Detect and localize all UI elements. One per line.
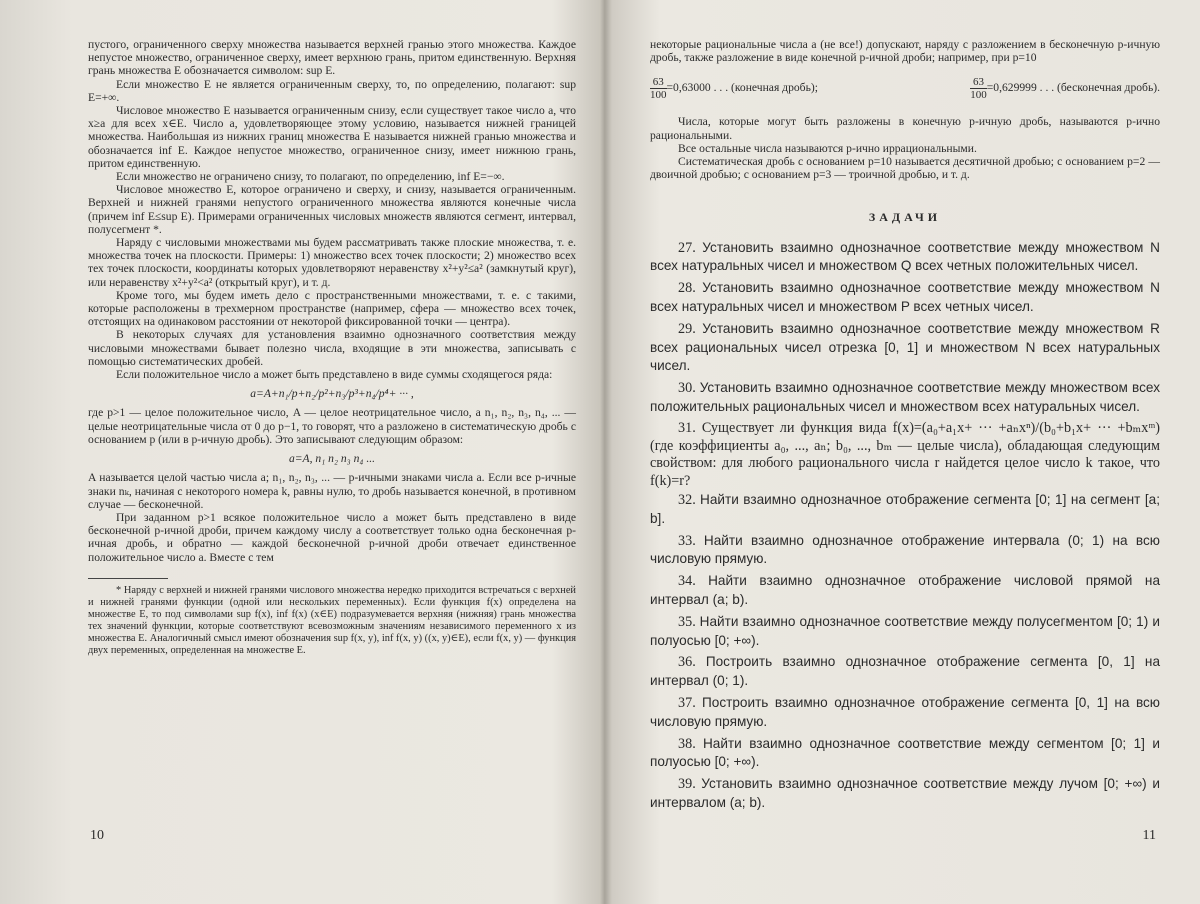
page-number: 10 bbox=[90, 828, 104, 843]
paragraph: Если множество не ограничено снизу, то полагают, по определению, inf E=−∞. bbox=[116, 170, 505, 184]
task-item bbox=[650, 735, 1160, 773]
task-text: Построить взаимно однозначное отображение сегмента [0, 1] на интервал (0; 1). bbox=[650, 654, 1160, 689]
task-item bbox=[650, 239, 1160, 277]
fraction bbox=[650, 76, 667, 101]
task-text: Построить взаимно однозначное отображение сегмента [0, 1] на всю числовую прямую. bbox=[650, 694, 1161, 729]
task-number: 27. bbox=[678, 239, 696, 256]
right-page bbox=[604, 0, 1200, 904]
footnote-divider bbox=[88, 578, 168, 579]
task-item bbox=[650, 420, 1160, 491]
task-text: Найти взаимно однозначное отображение сегмента [0; 1] на сегмент [a; b]. bbox=[650, 491, 1160, 526]
task-item bbox=[650, 279, 1160, 317]
paragraph: Наряду с числовыми множествами мы будем рассматривать также плоские множества, т. е. множества точек на плоскости. Примеры: 1) множество всех точек плоскости; 2) множество всех тех точек плоскости, координаты которых удовлетворяют неравенству x²+y²≤a² (замкнутый круг), или неравенству x²+y²<a² (открытый круг), и т. д. bbox=[88, 236, 576, 289]
example-formulas bbox=[650, 76, 1160, 101]
paragraph: Числовое множество E называется ограниченным снизу, если существует такое число a, что x≥a для всех x∈E. Число a, удовлетворяющее этому условию, называется нижней границей множества. Наибольшая из нижних границ множества E называется нижней гранью множества и обозначается inf E. Каждое непустое множество, ограниченное снизу, имеет нижнюю грань, притом единственную. bbox=[88, 104, 576, 170]
paragraph: При заданном p>1 всякое положительное число a может быть представлено в виде бесконечной p-ичной дроби, причем каждому числу a соответствует только одна бесконечная p-ичная дробь, и обратно — каждой бесконечной p-ичной дроби отвечает единственное положительное число a. Вместе с тем bbox=[88, 510, 576, 564]
task-number: 37. bbox=[678, 694, 696, 711]
task-item bbox=[650, 653, 1160, 691]
task-number: 36. bbox=[678, 654, 696, 671]
task-item bbox=[650, 379, 1160, 417]
paragraph: Числа, которые могут быть разложены в конечную p-ичную дробь, называются p-ично рациональными. bbox=[650, 115, 1160, 142]
task-number: 31. bbox=[678, 419, 696, 436]
task-number: 33. bbox=[678, 532, 696, 549]
task-number: 30. bbox=[678, 380, 696, 397]
paragraph: Кроме того, мы будем иметь дело с пространственными множествами, т. е. с такими, которые расположены в трехмерном пространстве (например, сфера — множество всех точек, отстоящих на одинаковом расстоянии от некоторой фиксированной точки — центра). bbox=[88, 288, 576, 329]
page-number: 11 bbox=[1142, 828, 1156, 843]
task-item bbox=[650, 775, 1160, 813]
example-infinite bbox=[970, 76, 1160, 101]
task-text: Найти взаимно однозначное отображение числовой прямой на интервал (a; b). bbox=[650, 573, 1160, 607]
task-item bbox=[650, 532, 1160, 570]
paragraph: Если множество E не является ограниченным сверху, то, по определению, полагают: sup E=+∞. bbox=[88, 77, 576, 104]
paragraph: Все остальные числа называются p-ично иррациональными. bbox=[678, 141, 977, 155]
task-number: 39. bbox=[678, 776, 696, 793]
paragraph: некоторые рациональные числа a (не все!) допускают, наряду с разложением в бесконечную p-ичную дробь, также разложение в виде конечной p-ичной дроби; например, при p=10 bbox=[650, 38, 1160, 65]
task-text: Установить взаимно однозначное соответствие между лучом [0; +∞) и интервалом (a; b). bbox=[650, 776, 1160, 810]
fraction bbox=[970, 76, 987, 101]
task-item bbox=[650, 491, 1160, 529]
series-formula: a=A+n₁/p+n₂/p²+n₃/p³+n₄/p⁴+ ··· , bbox=[250, 387, 414, 401]
section-heading: ЗАДАЧИ bbox=[868, 210, 942, 225]
notation-formula: a=A, n₁ n₂ n₃ n₄ ... bbox=[288, 452, 376, 466]
task-item bbox=[650, 320, 1160, 376]
paragraph: A называется целой частью числа a; n₁, n₂, n₃, ... — p-ичными знаками числа a. Если все p-ичные знаки nₖ, начиная с некоторого номера k, равны нулю, то дробь называется конечной, в противном случае — бесконечной. bbox=[88, 471, 576, 511]
task-number: 32. bbox=[678, 491, 696, 508]
task-list bbox=[650, 239, 1160, 813]
task-item bbox=[650, 613, 1160, 651]
paragraph: Числовое множество E, которое ограничено и сверху, и снизу, называется ограниченным. Верхней и нижней гранями непустого ограниченного множества являются конечные числа (причем inf E≤sup E). Примерами ограниченных числовых множеств являются сегмент, интервал, полусегмент *. bbox=[88, 183, 576, 236]
task-text: Найти взаимно однозначное отображение интервала (0; 1) на всю числовую прямую. bbox=[650, 532, 1160, 567]
example-value: =0,629999 . . . (бесконечная дробь). bbox=[986, 81, 1160, 95]
task-number: 34. bbox=[678, 573, 696, 590]
task-text: Установить взаимно однозначное соответствие между множеством всех положительных рациональных чисел и множеством всех натуральных чисел. bbox=[650, 380, 1160, 414]
task-text: Установить взаимно однозначное соответствие между множеством N всех натуральных чисел и множеством Q всех четных положительных чисел. bbox=[650, 239, 1160, 274]
paragraph: В некоторых случаях для установления взаимно однозначного соответствия между числовыми множествами бывает полезно числа, входящие в эти множества, записывать с помощью систематических дробей. bbox=[88, 328, 576, 368]
task-text: Найти взаимно однозначное соответствие между сегментом [0; 1] и полуосью [0; +∞). bbox=[650, 735, 1160, 770]
left-page-text bbox=[88, 38, 576, 657]
numerator: 63 bbox=[970, 76, 987, 89]
numerator: 63 bbox=[650, 76, 667, 89]
task-text: Найти взаимно однозначное соответствие между полусегментом [0; 1) и полуосью [0; +∞). bbox=[650, 613, 1160, 648]
denominator: 100 bbox=[650, 89, 667, 102]
task-text: Установить взаимно однозначное соответствие между множеством N всех натуральных чисел и множеством P всех четных чисел. bbox=[650, 280, 1160, 315]
task-number: 29. bbox=[678, 320, 696, 337]
paragraph: Если положительное число a может быть представлено в виде суммы сходящегося ряда: bbox=[116, 368, 553, 382]
paragraph: пустого, ограниченного сверху множества называется верхней гранью этого множества. Каждое непустое множество, ограниченное сверху, имеет верхнюю грань, притом единственную. Верхняя грань множества E обозначается символом: sup E. bbox=[88, 38, 576, 78]
task-text: Установить взаимно однозначное соответствие между множеством R всех рациональных чисел отрезка [0, 1] и множеством N всех натуральных чисел. bbox=[650, 320, 1160, 374]
example-finite bbox=[650, 76, 818, 101]
task-item bbox=[650, 572, 1160, 610]
task-number: 35. bbox=[678, 613, 696, 630]
task-number: 28. bbox=[678, 280, 696, 297]
task-text: Существует ли функция вида f(x)=(a₀+a₁x+ ··· +aₙxⁿ)/(b₀+b₁x+ ··· +bₘxᵐ) (где коэффициенты a₀, ..., aₙ; b₀, ..., bₘ — целые числа), обладающая следующим свойством: для любого рационального числа r найдется целое число k такое, что f(k)=r? bbox=[650, 419, 1161, 490]
right-page-text bbox=[650, 38, 1160, 816]
paragraph: где p>1 — целое положительное число, A — целое неотрицательное число, а n₁, n₂, n₃, n₄, ... — целые неотрицательные числа от 0 до p−1, то говорят, что a разложено в систематическую дробь с основанием p (или в p-ичную дробь). Это записывают следующим образом: bbox=[88, 406, 576, 446]
footnote: * Наряду с верхней и нижней гранями числового множества нередко приходится встречаться с верхней и нижней гранями функции (одной или нескольких переменных). Если функция f(x) определена на множестве E, то под символами sup f(x), inf f(x) (x∈E) подразумевается верхняя (нижняя) грань множества тех значений функции, которые соответствуют всевозможным значениям независимого переменного x из множества E. Аналогичный смысл имеют обозначения sup f(x, y), inf f(x, y) ((x, y)∈E), если f(x, y) — функция двух переменных, определенная на множестве E. bbox=[88, 584, 576, 656]
task-number: 38. bbox=[678, 735, 696, 752]
example-value: =0,63000 . . . (конечная дробь); bbox=[666, 81, 818, 95]
task-item bbox=[650, 694, 1160, 732]
denominator: 100 bbox=[970, 89, 987, 102]
paragraph: Систематическая дробь с основанием p=10 называется десятичной дробью; с основанием p=2 — двоичной дробью; с основанием p=3 — троичной дробью, и т. д. bbox=[650, 155, 1160, 182]
